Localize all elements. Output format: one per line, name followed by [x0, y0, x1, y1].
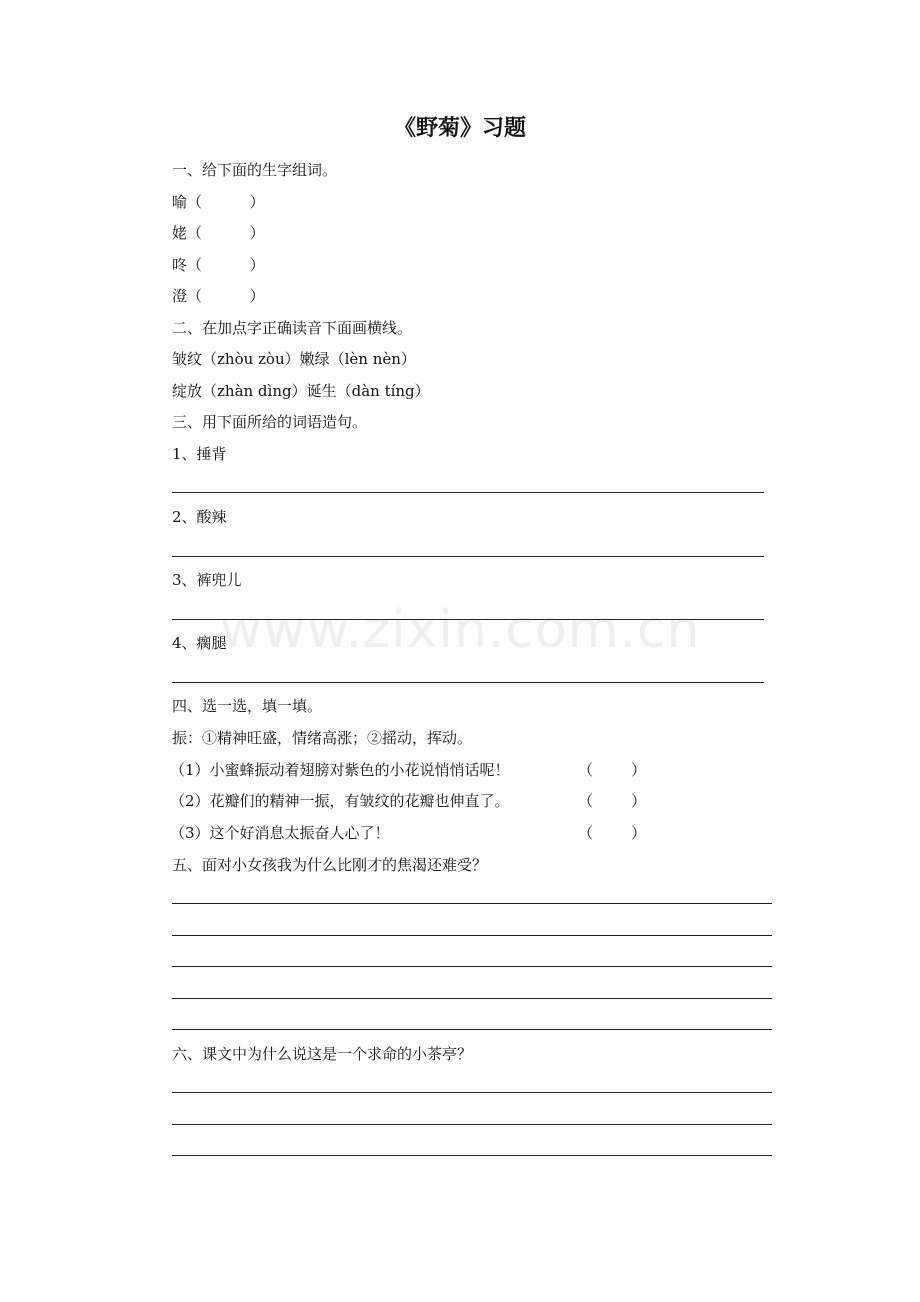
- answer-line[interactable]: [172, 1124, 772, 1125]
- section-6-heading: 六、课文中为什么说这是一个求命的小茶亭？: [172, 1045, 473, 1063]
- answer-line[interactable]: [172, 998, 772, 999]
- section-3-heading: 三、用下面所给的词语造句。: [172, 413, 368, 431]
- list-item: 2、酸辣: [172, 508, 227, 526]
- pinyin-line: 绽放（zhàn dìng）诞生（dàn tíng）: [172, 382, 430, 400]
- list-item: 咚（ ）: [172, 256, 265, 274]
- question-item: （1）小蜜蜂振动着翅膀对紫色的小花说悄悄话呢！: [170, 761, 510, 779]
- answer-line[interactable]: [172, 556, 764, 557]
- list-item: 姥（ ）: [172, 224, 265, 242]
- section-5-heading: 五、面对小女孩我为什么比刚才的焦渴还难受？: [172, 856, 488, 874]
- pinyin-line: 皱纹（zhòu zòu）嫩绿（lèn nèn）: [172, 350, 416, 368]
- answer-line[interactable]: [172, 1155, 772, 1156]
- section-1-heading: 一、给下面的生字组词。: [172, 161, 338, 179]
- list-item: 1、捶背: [172, 445, 227, 463]
- page-title: 《野菊》习题: [393, 116, 526, 141]
- answer-blank[interactable]: （ ）: [578, 824, 647, 842]
- list-item: 3、裤兜儿: [172, 571, 242, 589]
- answer-line[interactable]: [172, 903, 772, 904]
- list-item: 4、瘸腿: [172, 634, 227, 652]
- answer-line[interactable]: [172, 1092, 772, 1093]
- list-item: 喻（ ）: [172, 193, 265, 211]
- watermark: www.zixin.com.cn: [219, 600, 701, 660]
- answer-line[interactable]: [172, 1029, 772, 1030]
- section-4-heading: 四、选一选，填一填。: [172, 697, 323, 715]
- definition-text: 振：①精神旺盛，情绪高涨；②摇动，挥动。: [172, 729, 473, 747]
- question-item: （3）这个好消息太振奋人心了！: [170, 824, 390, 842]
- section-2-heading: 二、在加点字正确读音下面画横线。: [172, 319, 413, 337]
- answer-line[interactable]: [172, 682, 764, 683]
- answer-blank[interactable]: （ ）: [578, 792, 647, 810]
- answer-line[interactable]: [172, 966, 772, 967]
- answer-blank[interactable]: （ ）: [578, 761, 647, 779]
- answer-line[interactable]: [172, 935, 772, 936]
- list-item: 澄（ ）: [172, 287, 265, 305]
- answer-line[interactable]: [172, 492, 764, 493]
- question-item: （2）花瓣们的精神一振，有皱纹的花瓣也伸直了。: [170, 792, 510, 810]
